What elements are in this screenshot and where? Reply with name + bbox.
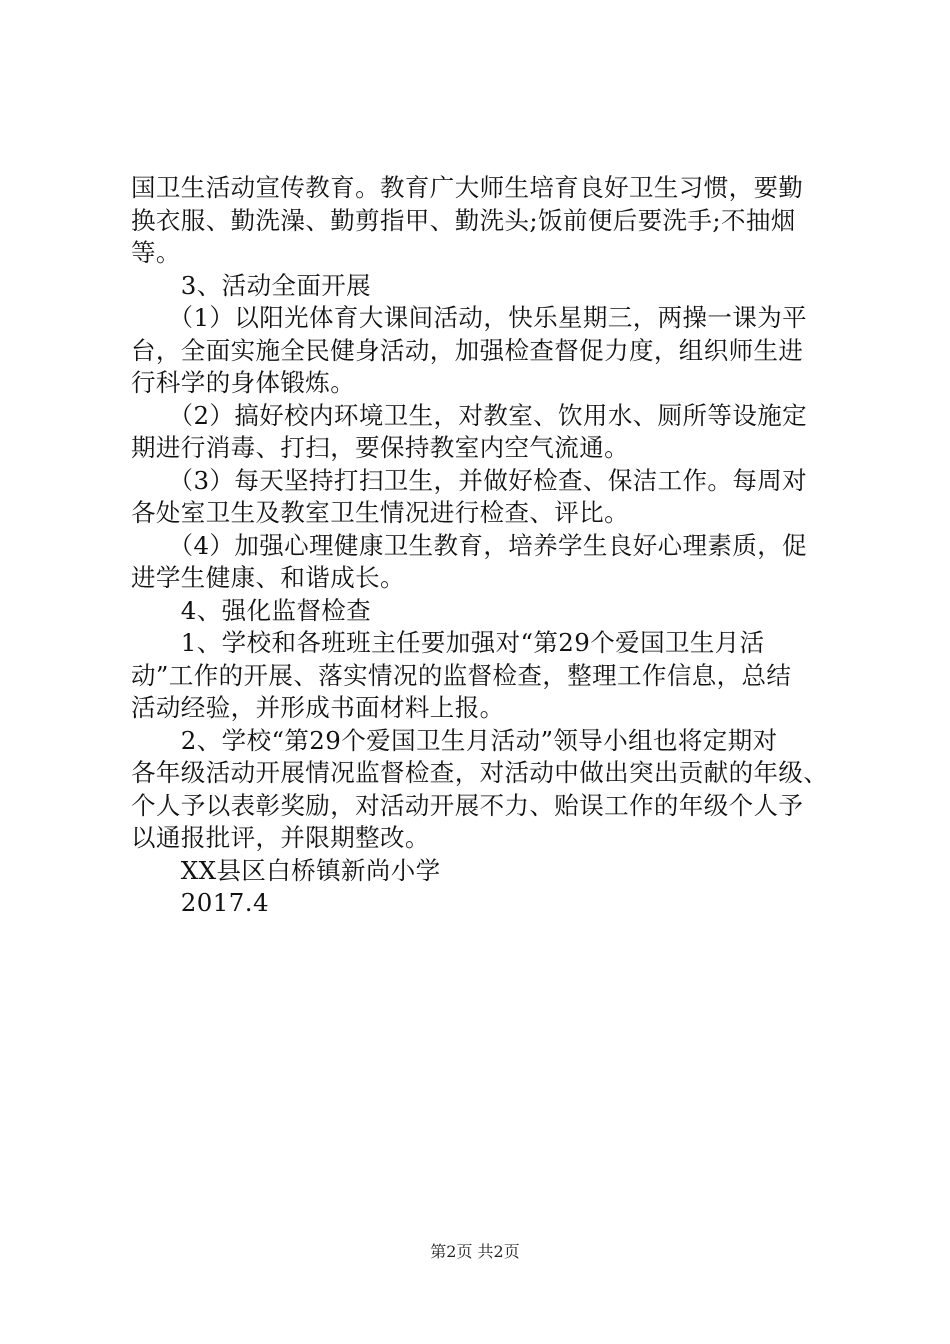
text-line: 活动经验，并形成书面材料上报。 [131, 693, 505, 722]
text-line: 2、学校“第29个爱国卫生月活动”领导小组也将定期对 [131, 725, 778, 755]
section-heading: 4、强化监督检查 [131, 595, 372, 625]
signature-date: 2017.4 [131, 888, 269, 917]
text-line: 各处室卫生及教室卫生情况进行检查、评比。 [131, 498, 629, 527]
text-line: 进学生健康、和谐成长。 [131, 563, 405, 592]
text-line: 换衣服、勤洗澡、勤剪指甲、勤洗头;饭前便后要洗手;不抽烟 [131, 205, 796, 235]
text-line: 以通报批评，并限期整改。 [131, 823, 430, 852]
text-line: 行科学的身体锻炼。 [131, 368, 356, 397]
text-line: 动”工作的开展、落实情况的监督检查，整理工作信息，总结 [131, 660, 792, 690]
text-line: （1）以阳光体育大课间活动，快乐星期三，两操一课为平 [131, 303, 808, 332]
text-line: 等。 [131, 238, 181, 267]
text-line: 国卫生活动宣传教育。教育广大师生培育良好卫生习惯，要勤 [131, 173, 804, 202]
text-line: 各年级活动开展情况监督检查，对活动中做出突出贡献的年级、 [131, 758, 829, 787]
text-line: 台，全面实施全民健身活动，加强检查督促力度，组织师生进 [131, 335, 804, 365]
text-line: 期进行消毒、打扫，要保持教室内空气流通。 [131, 433, 629, 462]
section-heading: 3、活动全面开展 [131, 270, 372, 300]
text-line: 1、学校和各班班主任要加强对“第29个爱国卫生月活 [131, 628, 765, 657]
text-line: （2）搞好校内环境卫生，对教室、饮用水、厕所等设施定 [131, 400, 808, 430]
document-body [131, 172, 831, 920]
text-line: （4）加强心理健康卫生教育，培养学生良好心理素质，促 [131, 530, 808, 560]
text-line: 个人予以表彰奖励，对活动开展不力、贻误工作的年级个人予 [131, 790, 804, 820]
signature-organization: XX县区白桥镇新尚小学 [131, 855, 441, 885]
text-line: （3）每天坚持打扫卫生，并做好检查、保洁工作。每周对 [131, 465, 808, 495]
page-number-label: 第2页 共2页 [430, 1242, 520, 1261]
page-footer [0, 1242, 950, 1262]
